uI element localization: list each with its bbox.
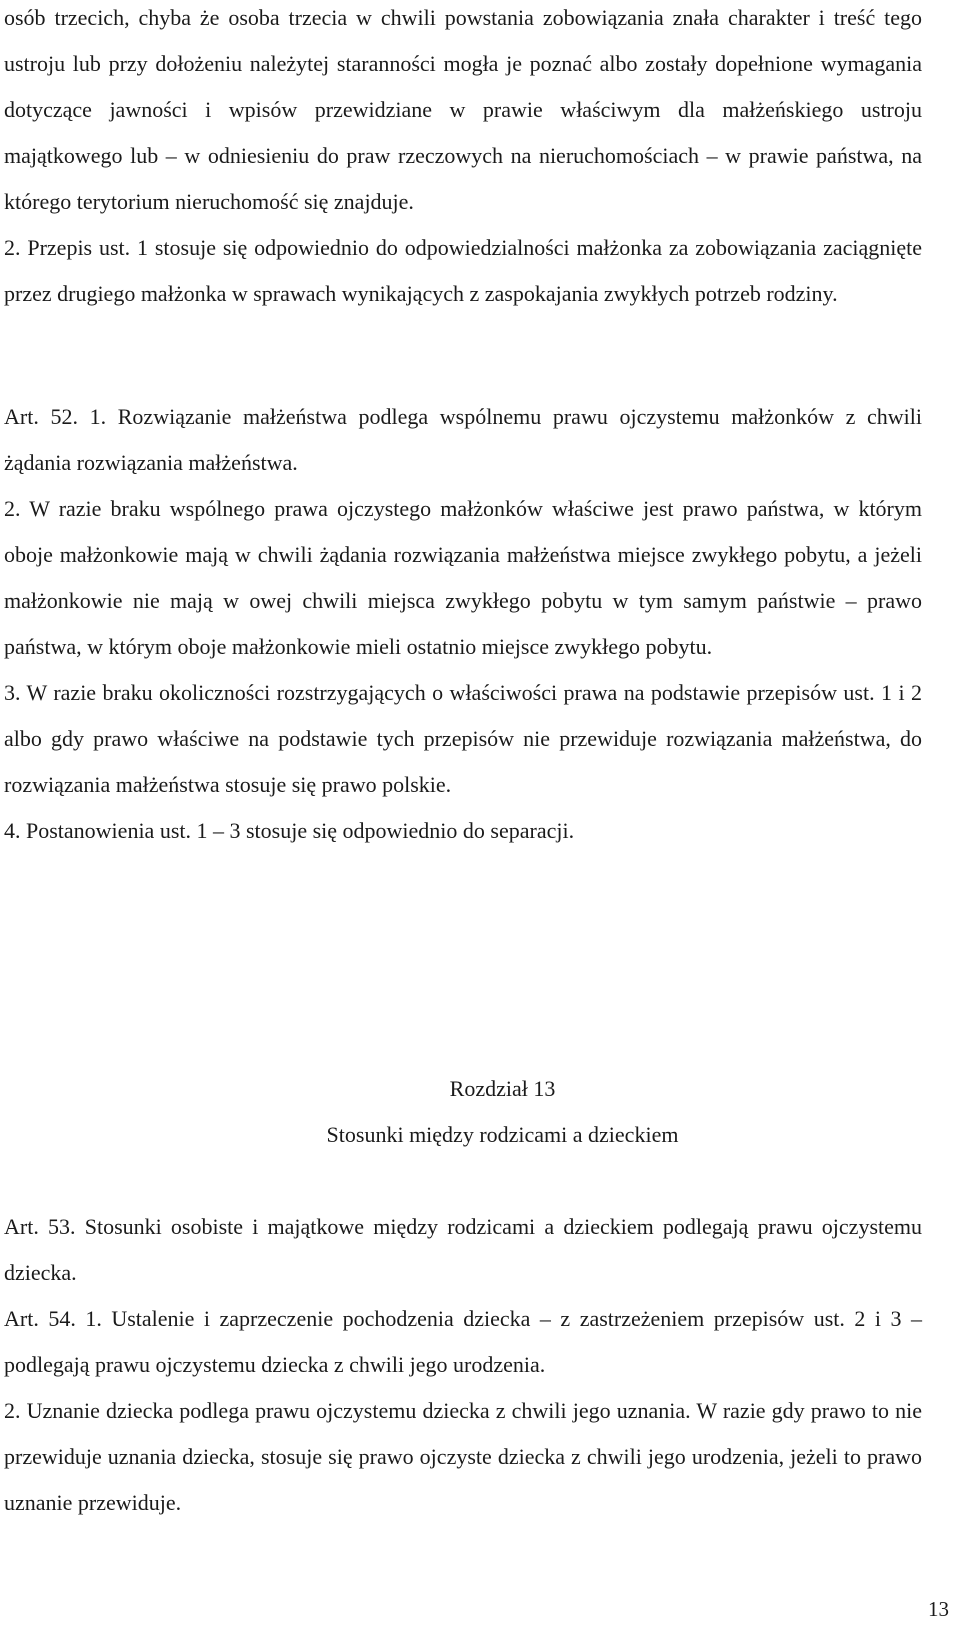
paragraph-art-51-continued: osób trzecich, chyba że osoba trzecia w chwili powstania zobowiązania znała charakter i treść tego ustroju lub przy dołożeniu należytej staranności mogła je poznać albo zostały dopełnione wymagania dotyczące jawności i wpisów przewidziane w prawie właściwym dla małżeńskiego ustroju majątkowego lub – w odniesieniu do praw rzeczowych na nieruchomościach – w prawie państwa, na którego terytorium nieruchomość się znajduje. (4, 5, 922, 214)
paragraph-art-54-ust-2: 2. Uznanie dziecka podlega prawu ojczystemu dziecka z chwili jego uznania. W razie gdy prawo to nie przewiduje uznania dziecka, stosuje się prawo ojczyste dziecka z chwili jego urodzenia, jeżeli to prawo uznanie przewiduje. (4, 1398, 922, 1515)
text-section-art-53-54 (4, 1204, 922, 1526)
chapter-number: Rozdział 13 (449, 1076, 556, 1101)
paragraph-art-52-ust-1: Art. 52. 1. Rozwiązanie małżeństwa podlega wspólnemu prawu ojczystemu małżonków z chwili żądania rozwiązania małżeństwa. (4, 404, 922, 475)
text-section-art-52 (4, 394, 922, 854)
paragraph-art-52-ust-3: 3. W razie braku okoliczności rozstrzygających o właściwości prawa na podstawie przepisów ust. 1 i 2 albo gdy prawo właściwe na podstawie tych przepisów nie przewiduje rozwiązania małżeństwa, do rozwiązania małżeństwa stosuje się prawo polskie. (4, 680, 922, 797)
text-section-art-51 (4, 0, 922, 317)
paragraph-art-54-ust-1: Art. 54. 1. Ustalenie i zaprzeczenie pochodzenia dziecka – z zastrzeżeniem przepisów ust. 2 i 3 – podlegają prawu ojczystemu dziecka z chwili jego urodzenia. (4, 1306, 922, 1377)
paragraph-art-51-ust-2: 2. Przepis ust. 1 stosuje się odpowiednio do odpowiedzialności małżonka za zobowiązania zaciągnięte przez drugiego małżonka w sprawach wynikających z zaspokajania zwykłych potrzeb rodziny. (4, 235, 922, 306)
page-number: 13 (928, 1597, 949, 1621)
paragraph-art-53: Art. 53. Stosunki osobiste i majątkowe między rodzicami a dzieckiem podlegają prawu ojczystemu dziecka. (4, 1214, 922, 1285)
paragraph-art-52-ust-2: 2. W razie braku wspólnego prawa ojczystego małżonków właściwe jest prawo państwa, w którym oboje małżonkowie mają w chwili żądania rozwiązania małżeństwa miejsce zwykłego pobytu, a jeżeli małżonkowie nie mają w owej chwili miejsca zwykłego pobytu w tym samym państwie – prawo państwa, w którym oboje małżonkowie mieli ostatnio miejsce zwykłego pobytu. (4, 496, 922, 659)
paragraph-art-52-ust-4: 4. Postanowienia ust. 1 – 3 stosuje się odpowiednio do separacji. (4, 818, 575, 843)
chapter-title: Stosunki między rodzicami a dzieckiem (326, 1122, 679, 1147)
